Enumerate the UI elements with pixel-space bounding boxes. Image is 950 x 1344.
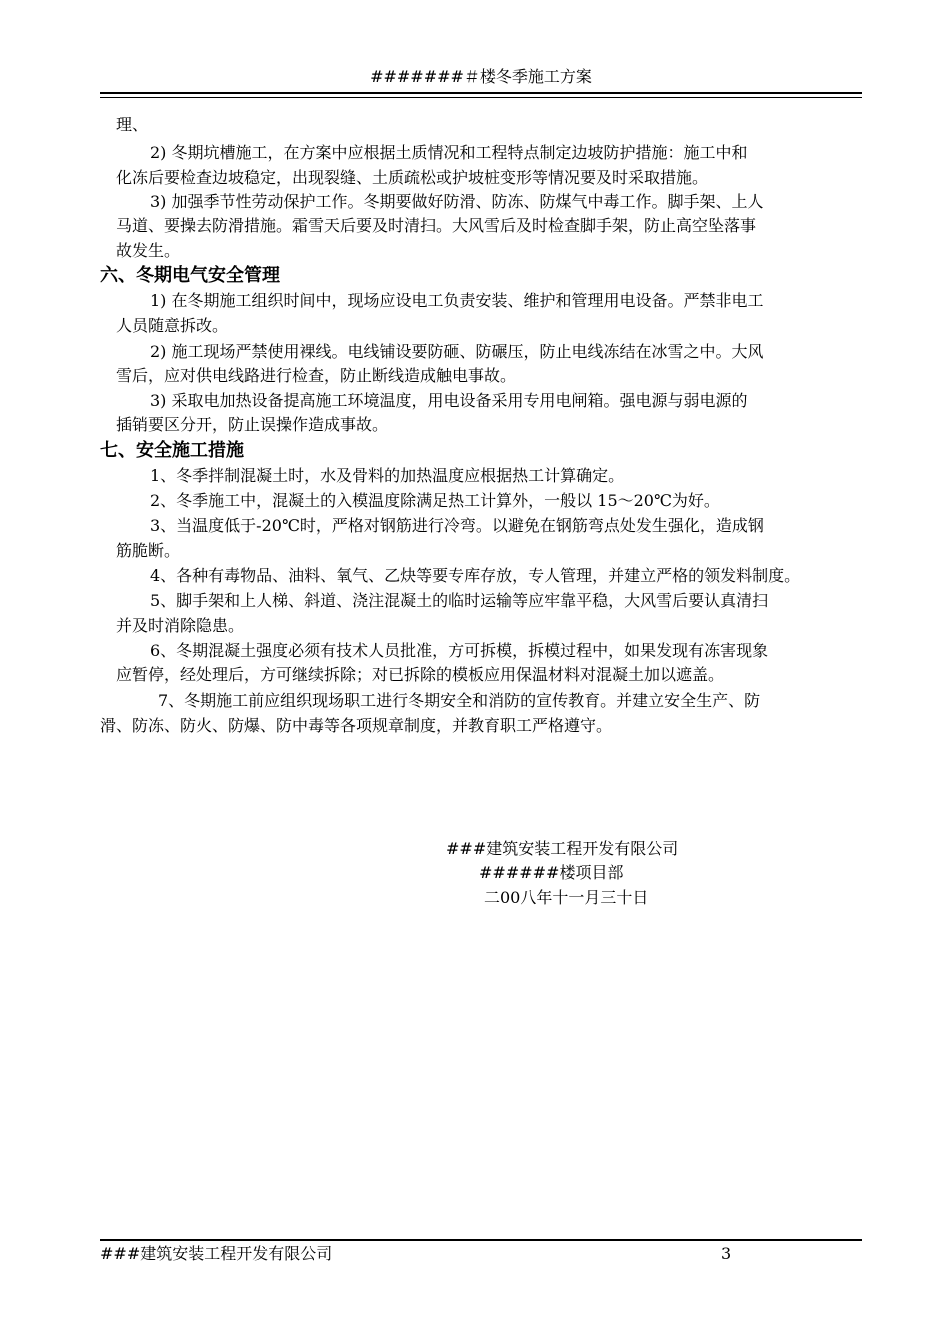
section7-line: 应暂停，经处理后，方可继续拆除；对已拆除的模板应用保温材料对混凝土加以遮盖。	[116, 665, 725, 684]
section-heading-7: 七、安全施工措施	[100, 440, 244, 461]
page-header-title: #######＃楼冬季施工方案	[370, 67, 592, 86]
section6-line: 人员随意拆改。	[116, 316, 229, 335]
section6-line: 3) 采取电加热设备提高施工环境温度，用电设备采用专用电闸箱。强电源与弱电源的	[150, 391, 748, 410]
body-line: 2) 冬期坑槽施工，在方案中应根据土质情况和工程特点制定边坡防护措施：施工中和	[150, 143, 748, 162]
section7-line: 4、各种有毒物品、油料、氧气、乙炔等要专库存放，专人管理，并建立严格的领发料制度。	[150, 566, 801, 585]
body-line: 3) 加强季节性劳动保护工作。冬期要做好防滑、防冻、防煤气中毒工作。脚手架、上人	[150, 192, 764, 211]
body-line: 马道、要操去防滑措施。霜雪天后要及时清扫。大风雪后及时检查脚手架，防止高空坠落事	[116, 216, 757, 235]
body-line: 化冻后要检查边坡稳定，出现裂缝、土质疏松或护坡桩变形等情况要及时采取措施。	[116, 168, 709, 187]
body-line: 故发生。	[116, 241, 181, 260]
section7-line: 1、冬季拌制混凝土时，水及骨料的加热温度应根据热工计算确定。	[150, 466, 625, 485]
section6-line: 雪后，应对供电线路进行检查，防止断线造成触电事故。	[116, 366, 517, 385]
section7-line: 2、冬季施工中，混凝土的入模温度除满足热工计算外，一般以 15～20℃为好。	[150, 491, 720, 510]
signature-department: ######楼项目部	[479, 863, 624, 882]
section-heading-6: 六、冬期电气安全管理	[100, 265, 280, 286]
section6-line: 插销要区分开，防止误操作造成事故。	[116, 415, 389, 434]
section7-line: 筋脆断。	[116, 541, 181, 560]
section7-line: 7、冬期施工前应组织现场职工进行冬期安全和消防的宣传教育。并建立安全生产、防	[158, 691, 761, 710]
section6-line: 2) 施工现场严禁使用裸线。电线铺设要防砸、防碾压，防止电线冻结在冰雪之中。大风	[150, 342, 764, 361]
footer-company: ###建筑安装工程开发有限公司	[100, 1244, 333, 1263]
header-rule-thin	[100, 97, 862, 98]
section7-line: 并及时消除隐患。	[116, 616, 245, 635]
section7-line: 6、冬期混凝土强度必须有技术人员批准，方可拆模，拆模过程中，如果发现有冻害现象	[150, 641, 769, 660]
page-number: 3	[721, 1244, 732, 1263]
section7-line: 5、脚手架和上人梯、斜道、浇注混凝土的临时运输等应牢靠平稳，大风雪后要认真清扫	[150, 591, 769, 610]
signature-date: 二00八年十一月三十日	[484, 888, 649, 907]
header-rule	[100, 92, 862, 94]
section7-line: 3、当温度低于-20℃时，严格对钢筋进行冷弯。以避免在钢筋弯点处发生强化，造成钢	[150, 516, 764, 535]
footer-rule	[100, 1239, 862, 1241]
section7-line: 滑、防冻、防火、防爆、防中毒等各项规章制度，并教育职工严格遵守。	[100, 716, 613, 735]
body-line: 理、	[116, 115, 149, 134]
section6-line: 1) 在冬期施工组织时间中，现场应设电工负责安装、维护和管理用电设备。严禁非电工	[150, 291, 764, 310]
signature-company: ###建筑安装工程开发有限公司	[446, 839, 679, 858]
